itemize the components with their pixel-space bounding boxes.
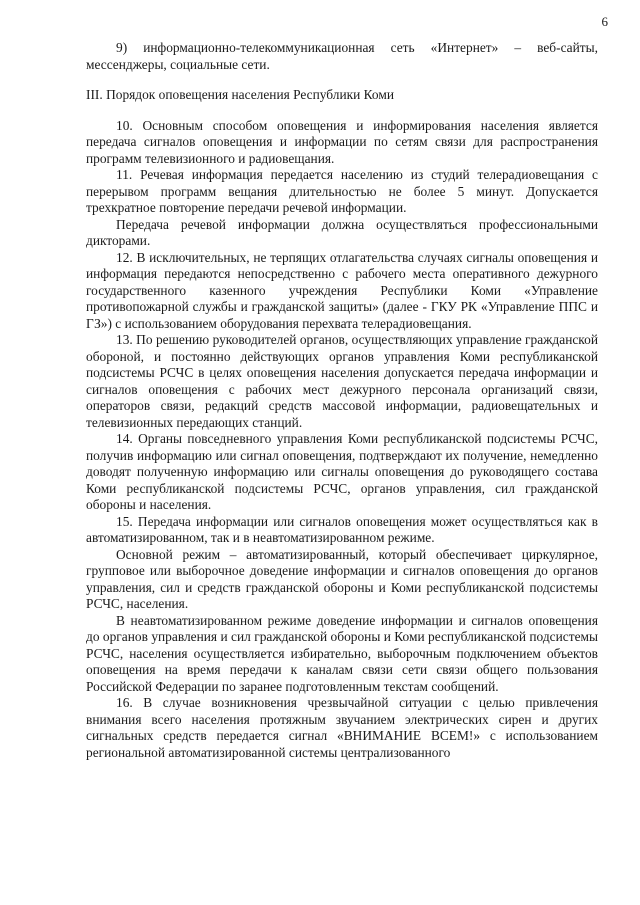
paragraph-15: 15. Передача информации или сигналов оповещения может осуществляться как в автоматизированном, так и в неавтоматизированном режиме. xyxy=(86,513,598,545)
paragraph-10: 10. Основным способом оповещения и информирования населения является передача сигналов оповещения и информации по сетям связи для распространения программ телевизионного и радиовещания. xyxy=(86,117,598,166)
section-title: III. Порядок оповещения населения Республики Коми xyxy=(86,87,394,102)
paragraph-11-cont: Передача речевой информации должна осуществляться профессиональными дикторами. xyxy=(86,216,598,248)
paragraph-11: 11. Речевая информация передается населению из студий телерадиовещания с перерывом программ вещания длительностью не более 5 минут. Допускается трехкратное повторение передачи речевой информации. xyxy=(86,167,598,215)
paragraph-16: 16. В случае возникновения чрезвычайной ситуации с целью привлечения внимания всего населения протяжным звучанием электрических сирен и других сигнальных средств передается сигнал «ВНИМАНИЕ ВСЕМ!» с использованием региональной автоматизированной системы централизованного xyxy=(86,695,598,760)
paragraph-14: 14. Органы повседневного управления Коми республиканской подсистемы РСЧС, получив информацию или сигнал оповещения, подтверждают их получение, немедленно доводят полученную информацию или сигналы оповещения до руководящего состава Коми республиканской подсистемы РСЧС, органов управления, сил гражданской обороны и населения. xyxy=(86,431,598,512)
paragraph-15-manual-mode: В неавтоматизированном режиме доведение информации и сигналов оповещения до органов управления и сил гражданской обороны и Коми республиканской подсистемы РСЧС, населения осуществляется избирательно, выборочным подключением объектов оповещения на время передачи к каналам связи сети связи общего пользования Российской Федерации по заранее подготовленным текстам сообщений. xyxy=(86,612,598,694)
paragraph-12: 12. В исключительных, не терпящих отлагательства случаях сигналы оповещения и информация передаются непосредственно с рабочего места оперативного дежурного государственного казенного учреждения Республики Коми «Управление противопожарной службы и гражданской защиты» (далее - ГКУ РК «Управление ППС и ГЗ») с использованием оборудования перехвата телерадиовещания. xyxy=(86,249,598,331)
document-body xyxy=(86,40,598,761)
page-number: 6 xyxy=(601,14,608,29)
item-9: 9) информационно-телекоммуникационная сеть «Интернет» – веб-сайты, мессенджеры, социальные сети. xyxy=(86,40,598,72)
paragraph-13: 13. По решению руководителей органов, осуществляющих управление гражданской обороной, и постоянно действующих органов управления Коми республиканской подсистемы РСЧС в целях оповещения населения допускается передача информации и сигналов оповещения с рабочих мест дежурного персонала организаций связи, операторов связи, редакций средств массовой информации, радиовещательных и телевизионных передающих станций. xyxy=(86,332,598,430)
paragraph-15-main-mode: Основной режим – автоматизированный, который обеспечивает циркулярное, групповое или выборочное доведение информации и сигналов оповещения до органов управления, сил и средств гражданской обороны и Коми республиканской подсистемы РСЧС, населения. xyxy=(86,546,598,611)
